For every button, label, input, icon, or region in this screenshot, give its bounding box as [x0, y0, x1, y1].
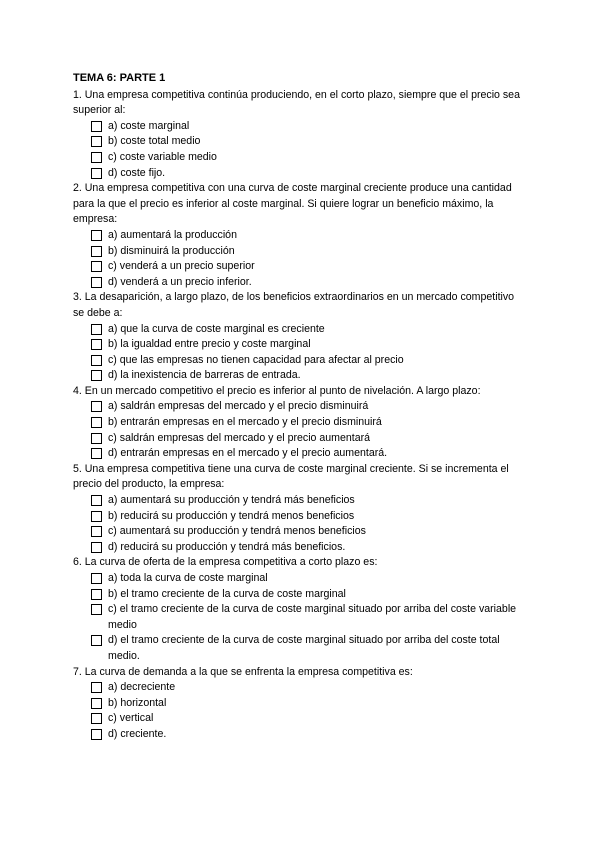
- option-label: b) la igualdad entre precio y coste marginal: [108, 338, 311, 351]
- checkbox[interactable]: [91, 542, 102, 553]
- checkbox[interactable]: [91, 136, 102, 147]
- option-list: [73, 493, 523, 555]
- option-item[interactable]: [91, 415, 523, 431]
- option-item[interactable]: [91, 150, 523, 166]
- option-label: d) entrarán empresas en el mercado y el precio aumentará.: [108, 447, 388, 460]
- question-text: 7. La curva de demanda a la que se enfrenta la empresa competitiva es:: [73, 665, 413, 678]
- option-label: d) la inexistencia de barreras de entrada.: [108, 369, 301, 382]
- checkbox[interactable]: [91, 417, 102, 428]
- checkbox[interactable]: [91, 152, 102, 163]
- option-item[interactable]: [91, 431, 523, 447]
- checkbox[interactable]: [91, 511, 102, 522]
- question-4: [73, 384, 523, 462]
- option-item[interactable]: [91, 587, 523, 603]
- checkbox[interactable]: [91, 355, 102, 366]
- checkbox[interactable]: [91, 261, 102, 272]
- question-text: 6. La curva de oferta de la empresa competitiva a corto plazo es:: [73, 556, 378, 569]
- option-label: d) el tramo creciente de la curva de coste marginal situado por arriba del coste total medio.: [108, 634, 500, 662]
- option-item[interactable]: [91, 446, 523, 462]
- option-label: a) saldrán empresas del mercado y el precio disminuirá: [108, 400, 369, 413]
- option-item[interactable]: [91, 166, 523, 182]
- option-list: [73, 399, 523, 461]
- option-label: b) coste total medio: [108, 135, 201, 148]
- option-item[interactable]: [91, 680, 523, 696]
- option-list: [73, 680, 523, 742]
- option-label: b) reducirá su producción y tendrá menos beneficios: [108, 509, 355, 522]
- checkbox[interactable]: [91, 370, 102, 381]
- option-label: b) disminuirá la producción: [108, 244, 235, 257]
- option-item[interactable]: [91, 509, 523, 525]
- option-item[interactable]: [91, 134, 523, 150]
- option-item[interactable]: [91, 119, 523, 135]
- option-label: a) coste marginal: [108, 119, 190, 132]
- checkbox[interactable]: [91, 573, 102, 584]
- option-label: a) decreciente: [108, 681, 176, 694]
- option-label: a) toda la curva de coste marginal: [108, 572, 268, 584]
- option-item[interactable]: [91, 399, 523, 415]
- option-label: c) el tramo creciente de la curva de coste marginal situado por arriba del coste variable medio: [108, 603, 517, 631]
- option-item[interactable]: [91, 540, 523, 556]
- option-label: c) que las empresas no tienen capacidad para afectar al precio: [108, 353, 404, 366]
- option-label: d) reducirá su producción y tendrá más beneficios.: [108, 540, 346, 553]
- option-label: a) que la curva de coste marginal es creciente: [108, 322, 325, 335]
- option-label: a) aumentará la producción: [108, 228, 237, 241]
- checkbox[interactable]: [91, 246, 102, 257]
- option-item[interactable]: [91, 711, 523, 727]
- option-label: c) saldrán empresas del mercado y el precio aumentará: [108, 431, 371, 444]
- option-label: c) aumentará su producción y tendrá menos beneficios: [108, 525, 366, 538]
- checkbox[interactable]: [91, 401, 102, 412]
- option-item[interactable]: [91, 259, 523, 275]
- option-item[interactable]: [91, 727, 523, 743]
- checkbox[interactable]: [91, 121, 102, 132]
- option-label: b) entrarán empresas en el mercado y el precio disminuirá: [108, 416, 382, 429]
- option-item[interactable]: [91, 228, 523, 244]
- option-label: d) creciente.: [108, 727, 167, 740]
- option-item[interactable]: [91, 244, 523, 260]
- option-label: a) aumentará su producción y tendrá más beneficios: [108, 494, 355, 507]
- option-item[interactable]: [91, 275, 523, 291]
- option-label: b) el tramo creciente de la curva de coste marginal: [108, 587, 346, 600]
- option-label: c) venderá a un precio superior: [108, 260, 255, 273]
- checkbox[interactable]: [91, 448, 102, 459]
- option-label: d) venderá a un precio inferior.: [108, 275, 252, 288]
- checkbox[interactable]: [91, 713, 102, 724]
- option-item[interactable]: [91, 633, 523, 664]
- checkbox[interactable]: [91, 495, 102, 506]
- option-item[interactable]: [91, 493, 523, 509]
- checkbox[interactable]: [91, 230, 102, 241]
- question-list: [73, 88, 523, 743]
- question-1: [73, 88, 523, 182]
- checkbox[interactable]: [91, 729, 102, 740]
- option-item[interactable]: [91, 353, 523, 369]
- option-item[interactable]: [91, 368, 523, 384]
- question-3: [73, 290, 523, 384]
- checkbox[interactable]: [91, 604, 102, 615]
- checkbox[interactable]: [91, 682, 102, 693]
- question-5: [73, 462, 523, 556]
- checkbox[interactable]: [91, 635, 102, 646]
- question-text: 3. La desaparición, a largo plazo, de los beneficios extraordinarios en un mercado competitivo se debe a:: [73, 291, 515, 319]
- question-6: [73, 555, 523, 664]
- option-item[interactable]: [91, 337, 523, 353]
- question-text: 2. Una empresa competitiva con una curva de coste marginal creciente produce una cantidad para la que el precio es inferior al coste marginal. Si quiere lograr un beneficio máximo, la empresa:: [73, 182, 512, 226]
- option-label: d) coste fijo.: [108, 166, 166, 179]
- option-item[interactable]: [91, 322, 523, 338]
- question-text: 5. Una empresa competitiva tiene una curva de coste marginal creciente. Si se incrementa el precio del producto, la empresa:: [73, 462, 509, 491]
- option-label: b) horizontal: [108, 696, 167, 709]
- option-item[interactable]: [91, 524, 523, 540]
- checkbox[interactable]: [91, 168, 102, 179]
- option-list: [73, 228, 523, 290]
- option-label: c) coste variable medio: [108, 150, 217, 163]
- option-list: [73, 571, 523, 665]
- question-text: 4. En un mercado competitivo el precio es inferior al punto de nivelación. A largo plazo:: [73, 384, 481, 397]
- checkbox[interactable]: [91, 433, 102, 444]
- option-item[interactable]: [91, 696, 523, 712]
- option-item[interactable]: [91, 602, 523, 633]
- checkbox[interactable]: [91, 277, 102, 288]
- question-text: 1. Una empresa competitiva continúa produciendo, en el corto plazo, siempre que el precio sea superior al:: [73, 88, 520, 117]
- checkbox[interactable]: [91, 698, 102, 709]
- checkbox[interactable]: [91, 339, 102, 350]
- checkbox[interactable]: [91, 526, 102, 537]
- question-2: [73, 181, 523, 290]
- question-7: [73, 665, 523, 743]
- document-content: [73, 71, 523, 743]
- option-item[interactable]: [91, 571, 523, 587]
- option-label: c) vertical: [108, 712, 154, 725]
- checkbox[interactable]: [91, 324, 102, 335]
- checkbox[interactable]: [91, 589, 102, 600]
- option-list: [73, 322, 523, 384]
- document-title: TEMA 6: PARTE 1: [73, 72, 166, 84]
- option-list: [73, 119, 523, 181]
